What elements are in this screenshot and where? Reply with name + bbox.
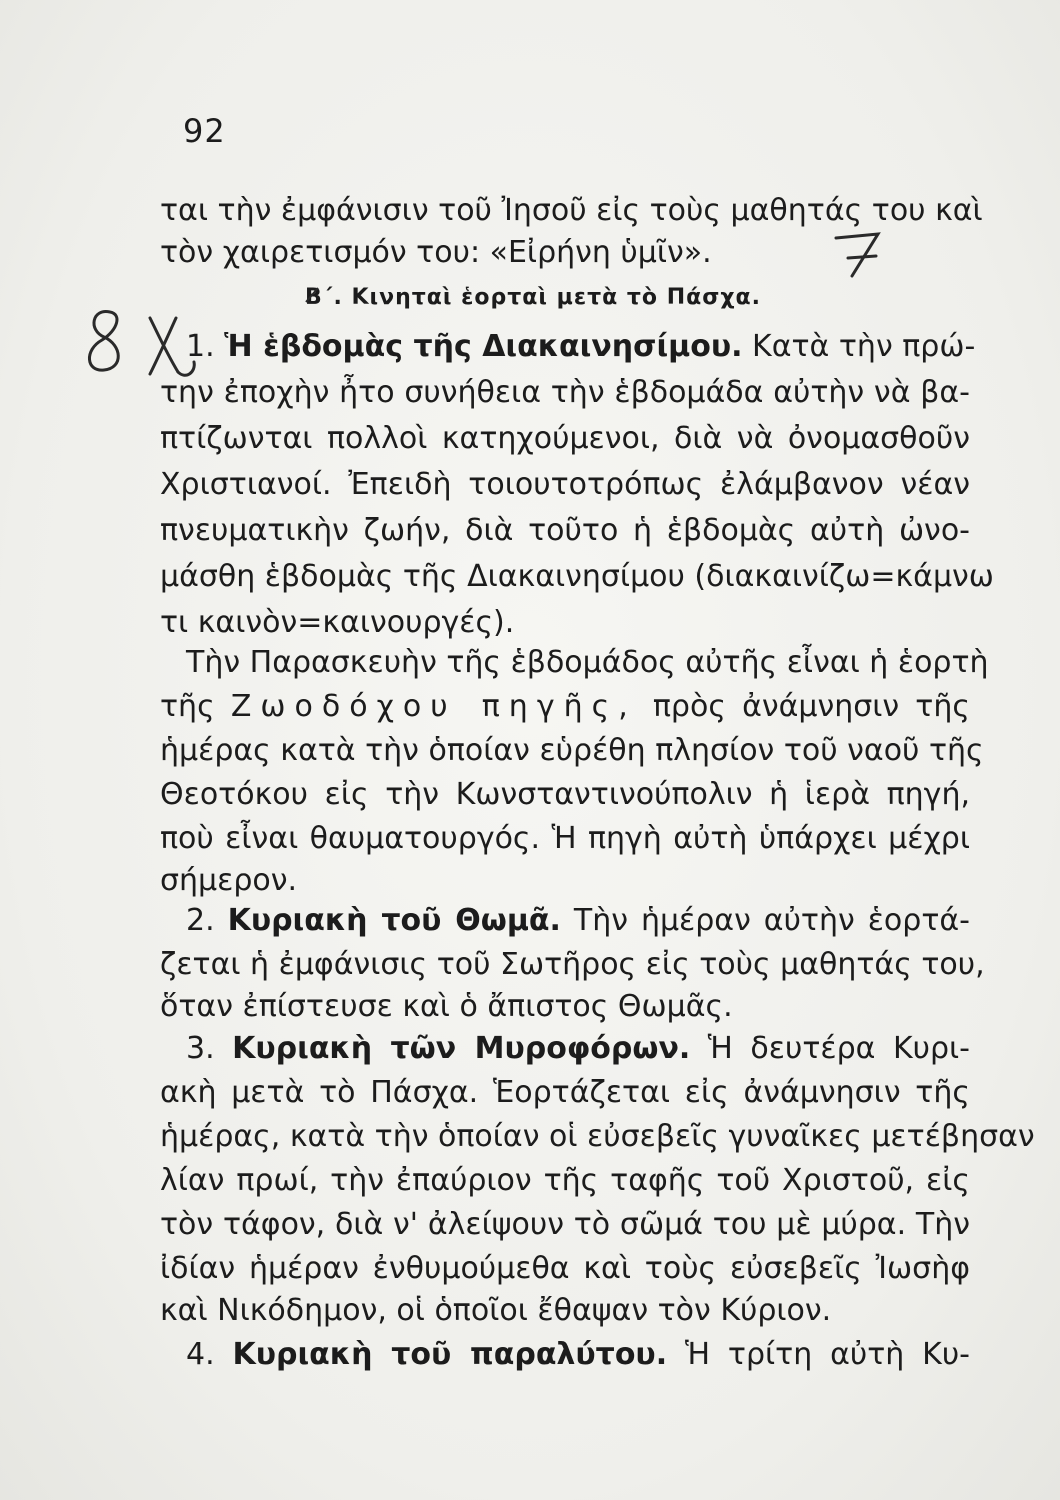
- line-text: πτίζωνται πολλοὶ κατηχούμενοι, διὰ νὰ ὀνομασθοῦν: [160, 421, 970, 456]
- line-text: λίαν πρωί, τὴν ἐπαύριον τῆς ταφῆς τοῦ Χριστοῦ, εἰς: [160, 1163, 970, 1198]
- text-line: [160, 467, 970, 502]
- text-line: [160, 1207, 970, 1242]
- text-line: [160, 375, 970, 410]
- text-line: [160, 605, 970, 640]
- line-text: Τὴν Παρασκευὴν τῆς ἑβδομάδος αὐτῆς εἶναι ἡ ἑορτὴ: [186, 645, 989, 680]
- text-line: [186, 645, 989, 680]
- text-line: [186, 1337, 971, 1372]
- line-text: μάσθη ἑβδομὰς τῆς Διακαινησίμου (διακαινίζω=κάμνω: [160, 559, 994, 594]
- line-text: ἡμέρας, κατὰ τὴν ὁποίαν οἱ εὐσεβεῖς γυναῖκες μετέβησαν: [160, 1119, 1035, 1154]
- subheading-text: Κυριακὴ τῶν Μυροφόρων.: [232, 1031, 691, 1066]
- line-text: ἡμέρας κατὰ τὴν ὁποίαν εὑρέθη πλησίον τοῦ ναοῦ τῆς: [160, 733, 984, 768]
- text-line: [160, 1163, 970, 1198]
- line-text: σήμερον.: [160, 863, 298, 898]
- line-text: Χριστιανοί. Ἐπειδὴ τοιουτοτρόπως ἐλάμβανον νέαν: [160, 467, 970, 502]
- line-text: τὸν χαιρετισμόν του: «Εἰρήνη ὑμῖν».: [160, 235, 712, 270]
- text-line: [160, 733, 984, 768]
- text-line: [160, 863, 970, 898]
- line-text: καὶ Νικόδημον, οἱ ὁποῖοι ἔθαψαν τὸν Κύριον.: [160, 1293, 832, 1328]
- line-text: πνευματικὴν ζωήν, διὰ τοῦτο ἡ ἑβδομὰς αὐτὴ ὠνο-: [160, 513, 970, 548]
- margin-tick: [306, 288, 318, 302]
- margin-mark-eight: [89, 312, 194, 376]
- subheading-text: Κυριακὴ τοῦ παραλύτου.: [232, 1337, 668, 1372]
- text-line: [186, 1031, 970, 1066]
- line-text: ποὺ εἶναι θαυματουργός. Ἡ πηγὴ αὐτὴ ὑπάρχει μέχρι: [160, 821, 970, 856]
- line-text: ἰδίαν ἡμέραν ἐνθυμούμεθα καὶ τοὺς εὐσεβεῖς Ἰωσὴφ: [160, 1251, 970, 1286]
- line-text: τὸν τάφον, διὰ ν' ἀλείψουν τὸ σῶμά του μὲ μύρα. Τὴν: [160, 1207, 970, 1242]
- line-text: 4.: [186, 1337, 233, 1372]
- text-line: [160, 193, 983, 228]
- text-line: [160, 821, 970, 856]
- line-text: Κατὰ τὴν πρώ-: [742, 329, 976, 364]
- line-text: ται τὴν ἐμφάνισιν τοῦ Ἰησοῦ εἰς τοὺς μαθητάς του καὶ: [160, 193, 983, 228]
- text-line: [160, 1293, 970, 1328]
- line-text: τῆς: [160, 689, 231, 724]
- line-text: 3.: [186, 1031, 233, 1066]
- page-number: 92: [183, 112, 226, 150]
- section-heading: Β΄. Κινηταὶ ἑορταὶ μετὰ τὸ Πάσχα.: [305, 285, 762, 310]
- text-line: [160, 421, 970, 456]
- line-text: Ἡ τρίτη αὐτὴ Κυ-: [667, 1337, 971, 1372]
- line-text: ακὴ μετὰ τὸ Πάσχα. Ἑορτάζεται εἰς ἀνάμνησιν τῆς: [160, 1075, 970, 1110]
- text-line: [160, 989, 970, 1024]
- line-text: 2.: [186, 903, 228, 938]
- text-line: [160, 689, 970, 724]
- subheading-text: Κυριακὴ τοῦ Θωμᾶ.: [227, 903, 561, 938]
- text-line: [160, 235, 970, 270]
- text-line: [160, 1075, 970, 1110]
- text-line: [160, 777, 970, 812]
- subheading-text: Ἡ ἑβδομὰς τῆς Διακαινησίμου.: [224, 329, 743, 364]
- line-text: 1.: [186, 329, 225, 364]
- text-line: [160, 559, 994, 594]
- text-line: [160, 513, 970, 548]
- text-line: [160, 1251, 970, 1286]
- text-line: [186, 329, 976, 364]
- text-line: [186, 903, 970, 938]
- line-text: πρὸς ἀνάμνησιν τῆς: [636, 689, 970, 724]
- line-text: Ἡ δευτέρα Κυρι-: [690, 1031, 970, 1066]
- line-text: τι καινὸν=καινουργές).: [160, 605, 515, 640]
- line-text: Τὴν ἡμέραν αὐτὴν ἑορτά-: [560, 903, 970, 938]
- line-text: ζεται ἡ ἐμφάνισις τοῦ Σωτῆρος εἰς τοὺς μαθητάς του,: [160, 947, 985, 982]
- text-line: [160, 1119, 1035, 1154]
- text-line: [160, 947, 985, 982]
- line-text: Θεοτόκου εἰς τὴν Κωνσταντινούπολιν ἡ ἱερὰ πηγή,: [160, 777, 970, 812]
- emphasized-text: Ζωοδόχου πηγῆς,: [230, 689, 637, 724]
- line-text: την ἐποχὴν ἦτο συνήθεια τὴν ἑβδομάδα αὐτὴν νὰ βα-: [160, 375, 970, 410]
- line-text: ὅταν ἐπίστευσε καὶ ὁ ἄπιστος Θωμᾶς.: [160, 989, 733, 1024]
